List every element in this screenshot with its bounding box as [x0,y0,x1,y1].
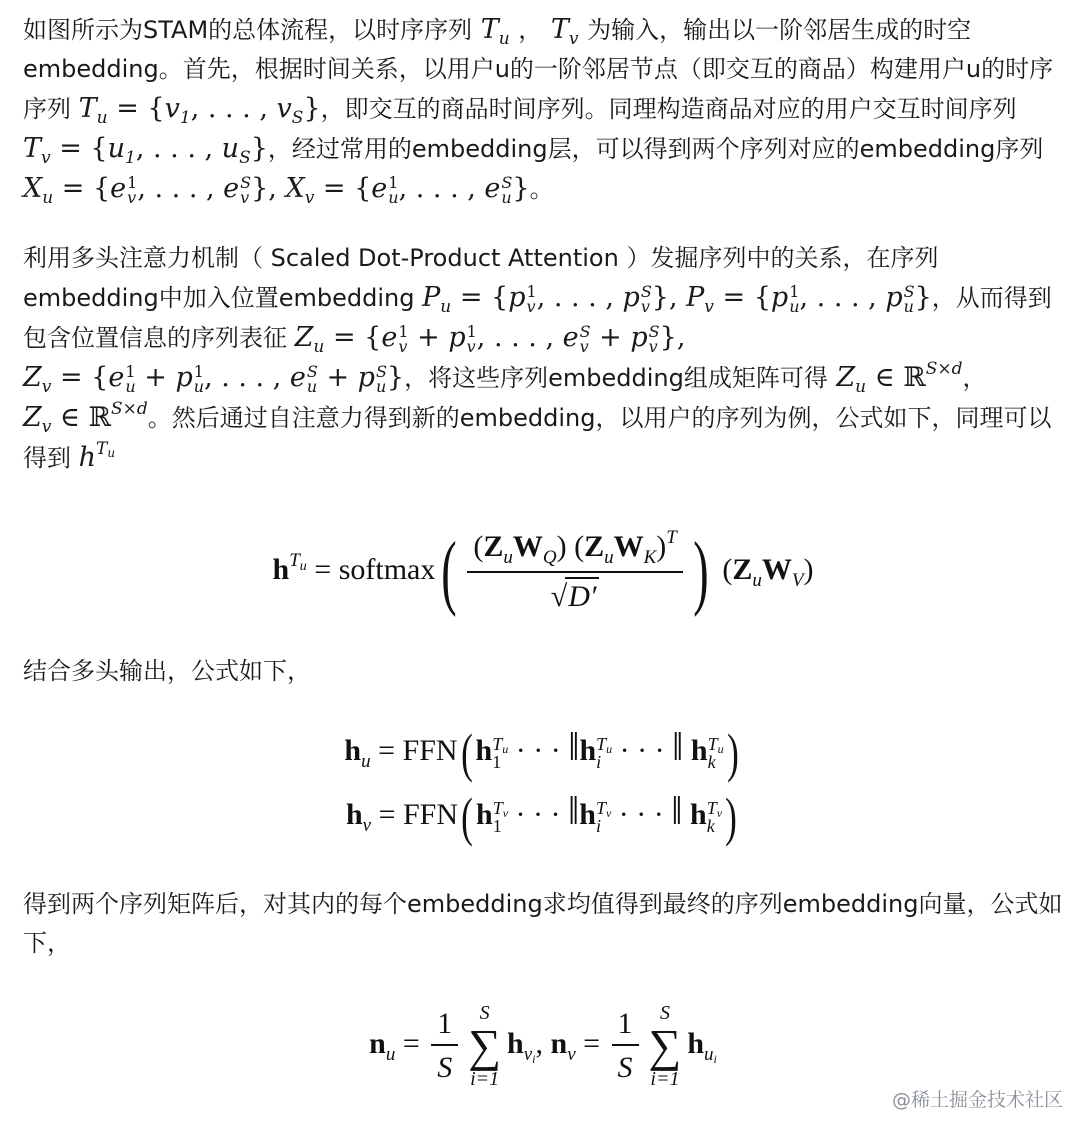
math-Zu-def: $Z_u = \{e$ 1 v + p 1 v , . . . , e S v + p S v }, [294,321,686,357]
math-Zu-matrix: $Z_u$ ∈ ℝ$^{S\times d}$ [827,359,963,397]
text: 如图所示为STAM的总体流程，以时序序列 [23,16,473,44]
text: 为输入，输出以一阶邻居生成的时空embedding。首先，根据时间关系，以用户u的一阶邻居节点（即交互的商品）构建用户u的时序序列 [23,16,1054,123]
paragraph-intro [23,10,1063,209]
math-Tu: $T_u$ [472,14,510,49]
article-body [23,10,1063,1099]
text: 得到两个序列矩阵后，对其内的每个embedding求均值得到最终的序列embedding向量，公式如下， [23,890,1063,957]
paragraph-attention [23,239,1063,478]
watermark: @稀土掘金技术社区 [891,1089,1063,1111]
text: ， [518,16,543,44]
text: ，即交互的商品时间序列。同理构造商品对应的用户交互时间序列 [320,95,1017,123]
math-Pu-Pv: $P_u = \{p$ 1 v , . . . , p S v }, $P_v = \{p$ 1 u , . . . , p S u } [422,281,932,317]
math-Tv-def: $T_v = \{u_1$, . . . , $u_S$} [23,133,268,168]
math-Tu-def: $T_u = \{v_1$, . . . , $v_S$} [78,93,321,128]
equation-multihead-v: $h_v = FFN$( h $T_v$ 1 · · · ‖h $T_v$ i · · · ‖ h $T_v$ k ) [345,786,737,847]
text: ，将这些序列embedding组成矩阵可得 [404,364,828,392]
equation-mean-pooling: $n_u$ = $\frac{1}{S}$ S ∑ i=1 $h_{v_i}$, $n_v$ = $\frac{1}{S}$ S ∑ i=1 $h_{u_i}$ [369,1002,717,1091]
math-Xu-Xv: $X_u = \{e$ 1 v , . . . , e S v }, $X_v = \{e$ 1 u , . . . , e S u } [23,172,530,208]
math-Zv-def: $Z_v = \{e$ 1 u + p 1 u , . . . , e S u + p S u } [23,361,405,397]
paragraph-mean [23,885,1063,963]
text: 结合多头输出，公式如下， [23,657,311,685]
text: ，经过常用的embedding层，可以得到两个序列对应的embedding序列 [267,135,1044,163]
text: 。然后通过自注意力得到新的embedding，以用户的序列为例，公式如下，同理可以得到 [23,404,1052,472]
text: ， [962,364,987,392]
text: 利用多头注意力机制（ Scaled Dot-Product Attention ）发掘序列中的关系，在序列embedding中加入位置embedding [23,244,939,312]
math-Tv: $T_v$ [542,14,579,49]
equation-multihead-u: $h_u = FFN$( h $T_u$ 1 · · · ‖h $T_u$ i · · · ‖ h $T_u$ k ) [344,722,739,783]
math-hTu: $h^{T_u}$ [78,439,116,473]
text: ，从而得到包含位置信息的序列表征 [23,284,1052,352]
paragraph-multihead [23,652,1063,691]
math-Zv-matrix: $Z_v$ ∈ ℝ$^{S\times d}$ [23,399,148,437]
equation-self-attention: $h^{T_u}$ = softmax( $\frac{(Z_uW_Q) (Z_uW_K)^T}{√D'}$ ) $(Z_uW_V)$ [272,525,814,619]
text: 。 [529,175,554,203]
